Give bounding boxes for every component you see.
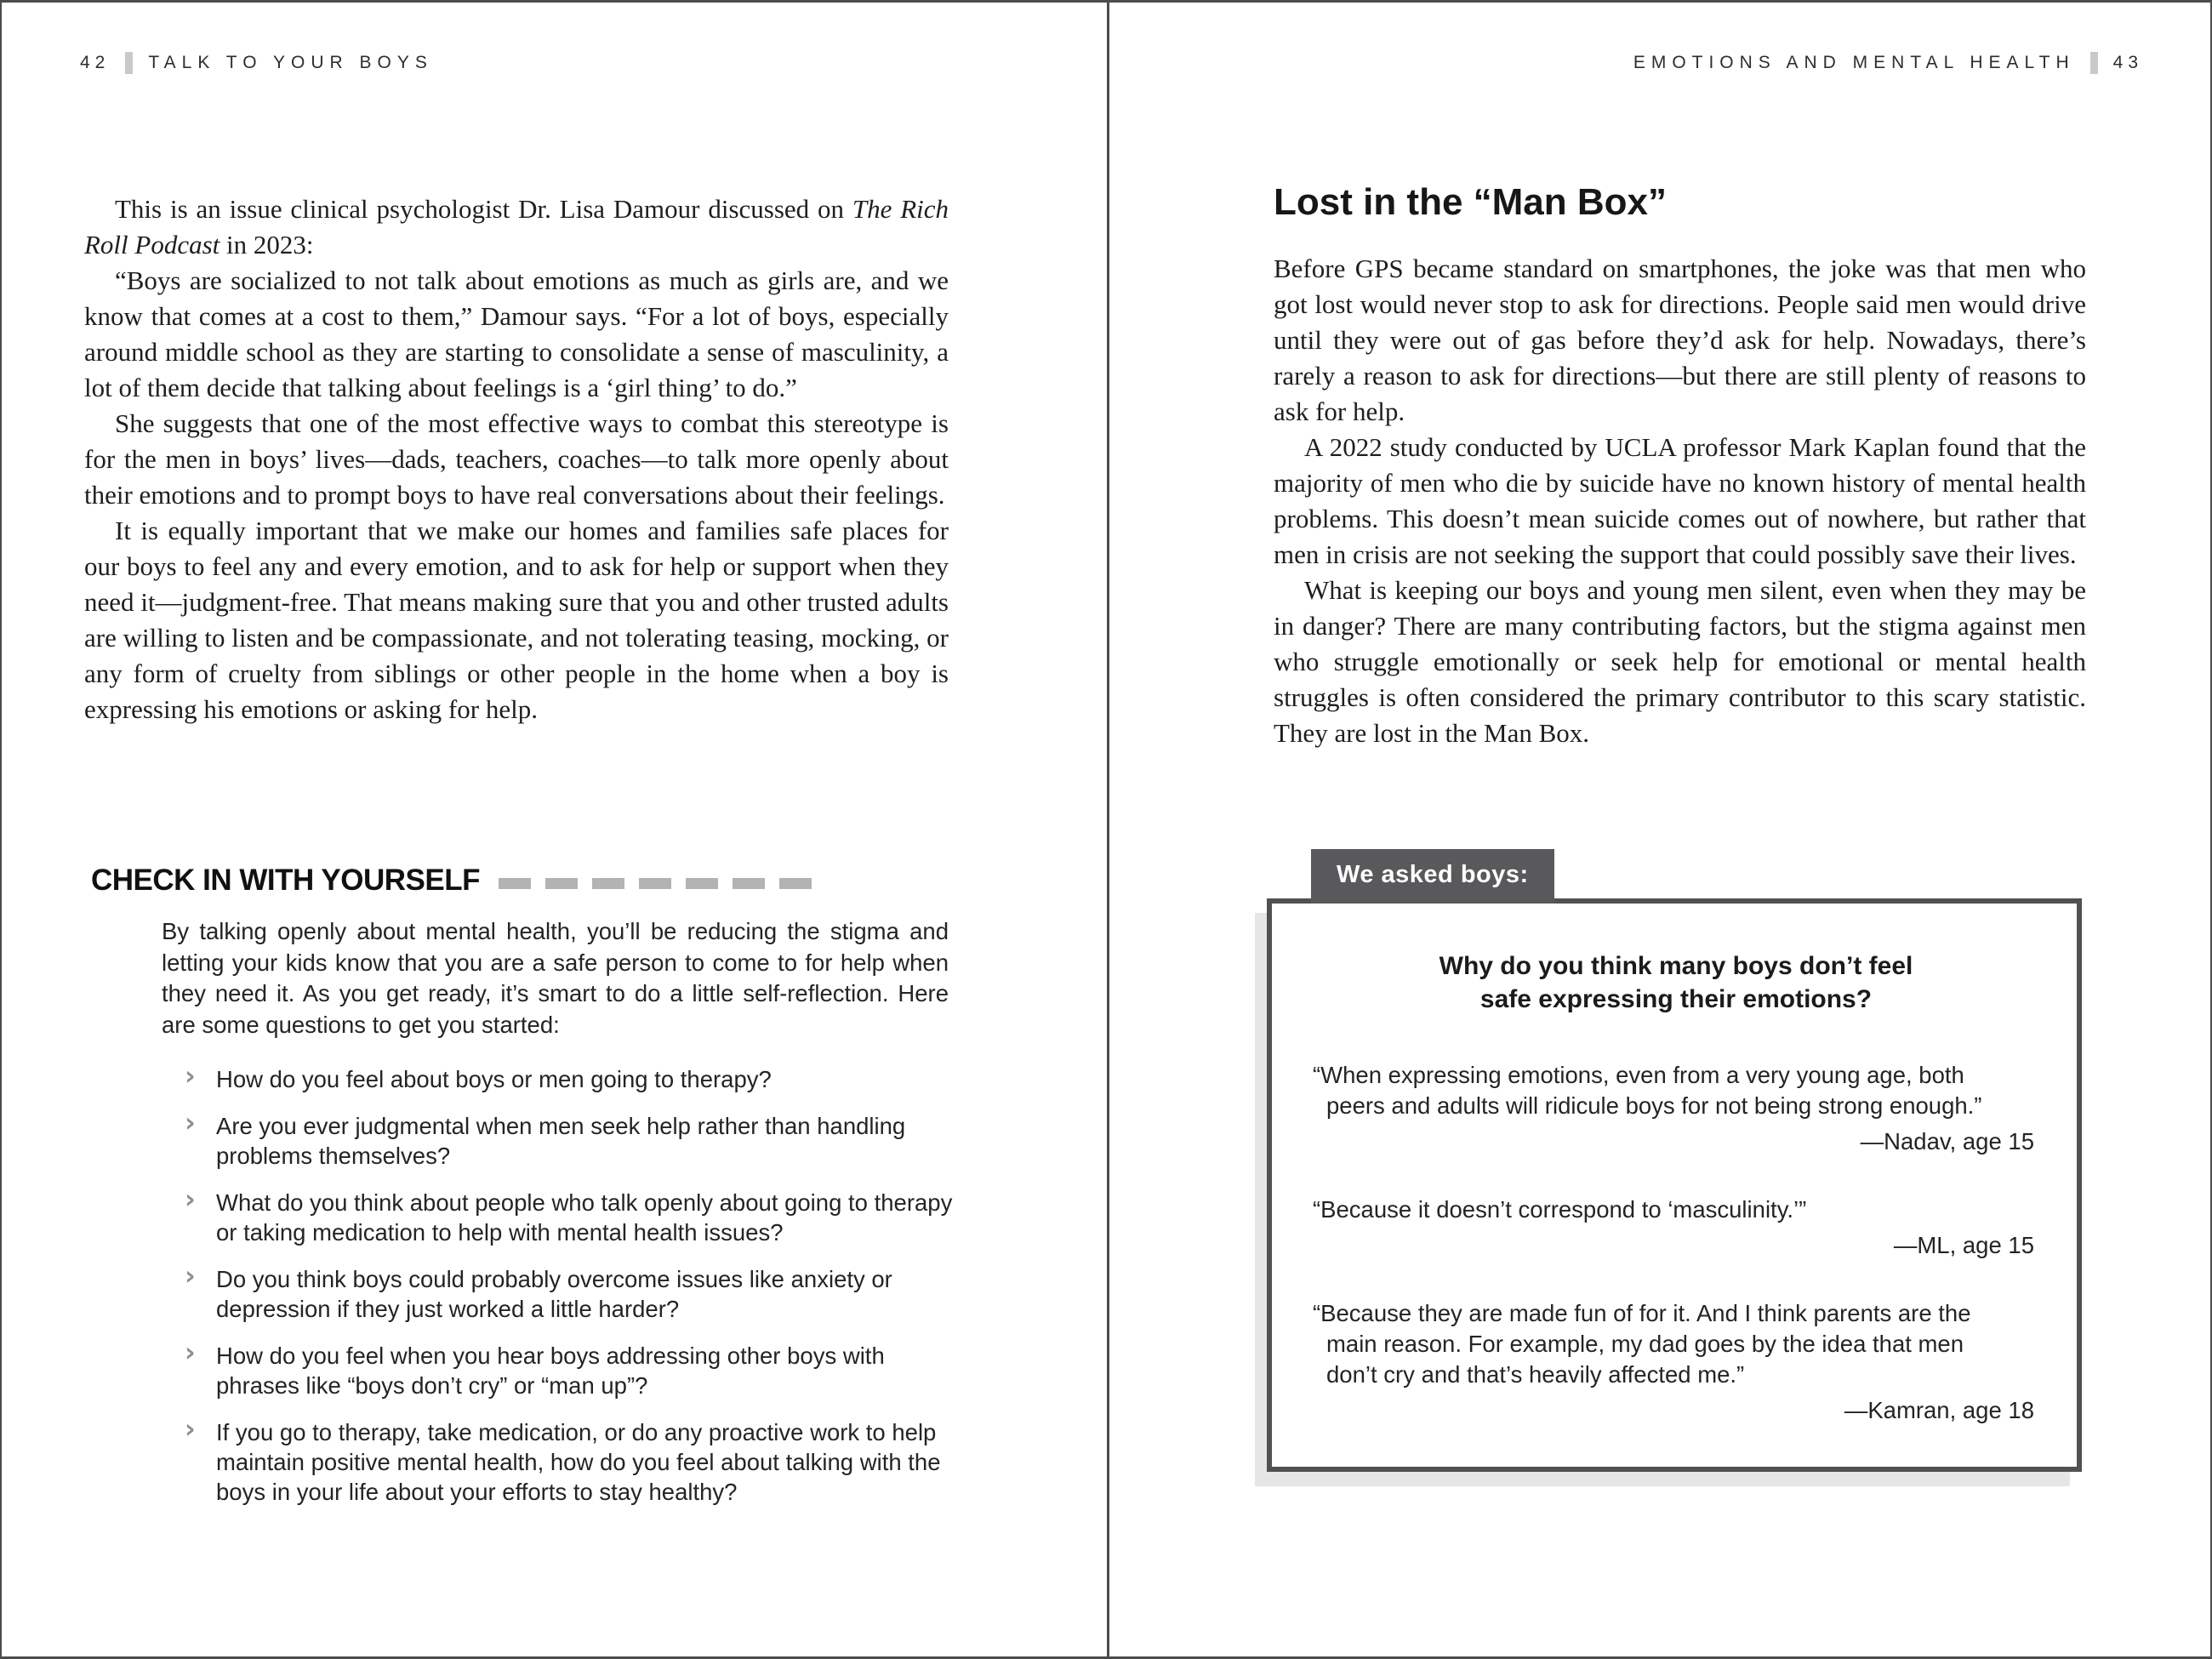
page-43 — [1109, 3, 2212, 1656]
dash-ornament — [499, 878, 812, 889]
question-list — [185, 1061, 955, 1507]
header-separator-bar — [125, 52, 133, 74]
section-heading: Lost in the “Man Box” — [1274, 181, 1667, 223]
text-run: “Boys are socialized to not talk about emotions as much as girls are, and we know that comes at a cost to them,” Damour says. “For a lot of boys, especially around middle school as they are starting to consolidate a sense of masculinity, a lot of them decide that talking about feelings is a ‘girl thing’ to do.” — [84, 265, 949, 402]
quote-item — [1313, 1298, 2039, 1424]
check-in-section — [84, 864, 953, 1524]
quote-text: “Because they are made fun of for it. And I think parents are the main reason. For example, my dad goes by the idea that men don’t cry and that’s heavily affected me.” — [1313, 1300, 1971, 1388]
question-text: How do you feel about boys or men going to therapy? — [216, 1066, 772, 1092]
chevron-bullet-icon: › — [185, 1337, 196, 1368]
callout-box — [1267, 898, 2082, 1472]
dash — [545, 878, 578, 889]
chevron-bullet-icon: › — [185, 1061, 196, 1092]
quote-item — [1313, 1060, 2039, 1155]
quote-attribution: —Kamran, age 18 — [1844, 1397, 2034, 1423]
we-asked-boys-callout — [1267, 849, 2082, 1472]
running-head-right — [1633, 52, 2143, 74]
question-item — [185, 1337, 955, 1400]
question-text: What do you think about people who talk openly about going to therapy or taking medication to help with mental health issues? — [216, 1189, 953, 1246]
check-in-intro: By talking openly about mental health, you’ll be reducing the stigma and letting your kids know that you are a safe person to come to for help when they need it. As you get ready, it’s smart to do a little self-reflection. Here are some questions to get you started: — [162, 918, 949, 1038]
header-separator-bar — [2090, 52, 2098, 74]
running-head-left — [80, 52, 433, 74]
body-paragraph — [84, 263, 949, 406]
italic-text: The Rich Roll Podcast — [84, 194, 949, 259]
text-run: It is equally important that we make our homes and families safe places for our boys to feel any and every emotion, and to ask for help or support when they need it—judgment-free. That means making sure that you and other trusted adults are willing to listen and be compassionate, and not tolerating teasing, mocking, or any form of cruelty from siblings or other people in the home when a boy is expressing his emotions or asking for help. — [84, 516, 949, 724]
dash — [686, 878, 718, 889]
quote-item — [1313, 1194, 2039, 1259]
text-run: A 2022 study conducted by UCLA professor Mark Kaplan found that the majority of men who die by suicide have no known history of mental health problems. This doesn’t mean suicide comes out of nowhere, but rather that men in crisis are not seeking the support that could possibly save their lives. — [1274, 432, 2086, 569]
quote-list — [1313, 1060, 2039, 1424]
question-item — [185, 1184, 955, 1247]
dash — [592, 878, 624, 889]
callout-question — [1313, 949, 2039, 1016]
body-paragraph — [1274, 251, 2086, 430]
question-item — [185, 1061, 955, 1094]
question-text: Do you think boys could probably overcome issues like anxiety or depression if they just worked a little harder? — [216, 1266, 892, 1322]
body-paragraph — [1274, 430, 2086, 573]
running-head-title: TALK TO YOUR BOYS — [148, 53, 433, 72]
text-run: in 2023: — [219, 230, 314, 259]
body-paragraph — [84, 513, 949, 727]
body-paragraph — [84, 191, 949, 263]
quote-text: “Because it doesn’t correspond to ‘masculinity.’” — [1313, 1196, 1807, 1223]
dash — [639, 878, 671, 889]
question-item — [185, 1261, 955, 1324]
question-item — [185, 1414, 955, 1507]
dash — [779, 878, 812, 889]
chevron-bullet-icon: › — [185, 1261, 196, 1291]
callout-question-line2: safe expressing their emotions? — [1479, 985, 1873, 1013]
dash — [499, 878, 531, 889]
text-run: What is keeping our boys and young men silent, even when they may be in danger? There are many contributing factors, but the stigma against men who struggle emotionally or seek help for emotional or mental health struggles is often considered the primary contributor to this scary statistic. They are lost in the Man Box. — [1274, 575, 2086, 748]
chevron-bullet-icon: › — [185, 1414, 196, 1445]
callout-question-line1: Why do you think many boys don’t feel — [1439, 952, 1913, 980]
chevron-bullet-icon: › — [185, 1108, 196, 1138]
body-text-column — [84, 191, 949, 727]
question-text: Are you ever judgmental when men seek help rather than handling problems themselves? — [216, 1113, 906, 1169]
text-run: Before GPS became standard on smartphones, the joke was that men who got lost would never stop to ask for directions. People said men would drive until they were out of gas before they’d ask for help. Nowadays, there’s rarely a reason to ask for directions—but there are still plenty of reasons to ask for help. — [1274, 254, 2086, 426]
callout-tab-label: We asked boys: — [1311, 849, 1554, 904]
page-42 — [2, 3, 1107, 1656]
text-run: This is an issue clinical psychologist Dr. Lisa Damour discussed on — [115, 194, 852, 224]
quote-attribution: —Nadav, age 15 — [1860, 1128, 2034, 1154]
quote-attribution: —ML, age 15 — [1893, 1232, 2034, 1258]
body-paragraph — [1274, 573, 2086, 751]
page-number: 43 — [2112, 53, 2143, 72]
question-text: How do you feel when you hear boys addressing other boys with phrases like “boys don’t cry” or “man up”? — [216, 1343, 885, 1399]
check-in-heading: CHECK IN WITH YOURSELF — [91, 864, 480, 897]
text-run: She suggests that one of the most effective ways to combat this stereotype is for the men in boys’ lives—dads, teachers, coaches—to talk more openly about their emotions and to prompt boys to have real conversations about their feelings. — [84, 408, 949, 510]
body-text-column — [1274, 251, 2086, 751]
quote-text: “When expressing emotions, even from a very young age, both peers and adults will ridicule boys for not being strong enough.” — [1313, 1062, 1982, 1119]
chevron-bullet-icon: › — [185, 1184, 196, 1215]
check-in-heading-row — [91, 864, 949, 898]
page-number: 42 — [80, 53, 111, 72]
question-text: If you go to therapy, take medication, or do any proactive work to help maintain positive mental health, how do you feel about talking with the boys in your life about your efforts to stay healthy? — [216, 1419, 941, 1505]
dash — [733, 878, 765, 889]
running-head-title: EMOTIONS AND MENTAL HEALTH — [1633, 53, 2075, 72]
body-paragraph — [84, 406, 949, 513]
question-item — [185, 1108, 955, 1171]
